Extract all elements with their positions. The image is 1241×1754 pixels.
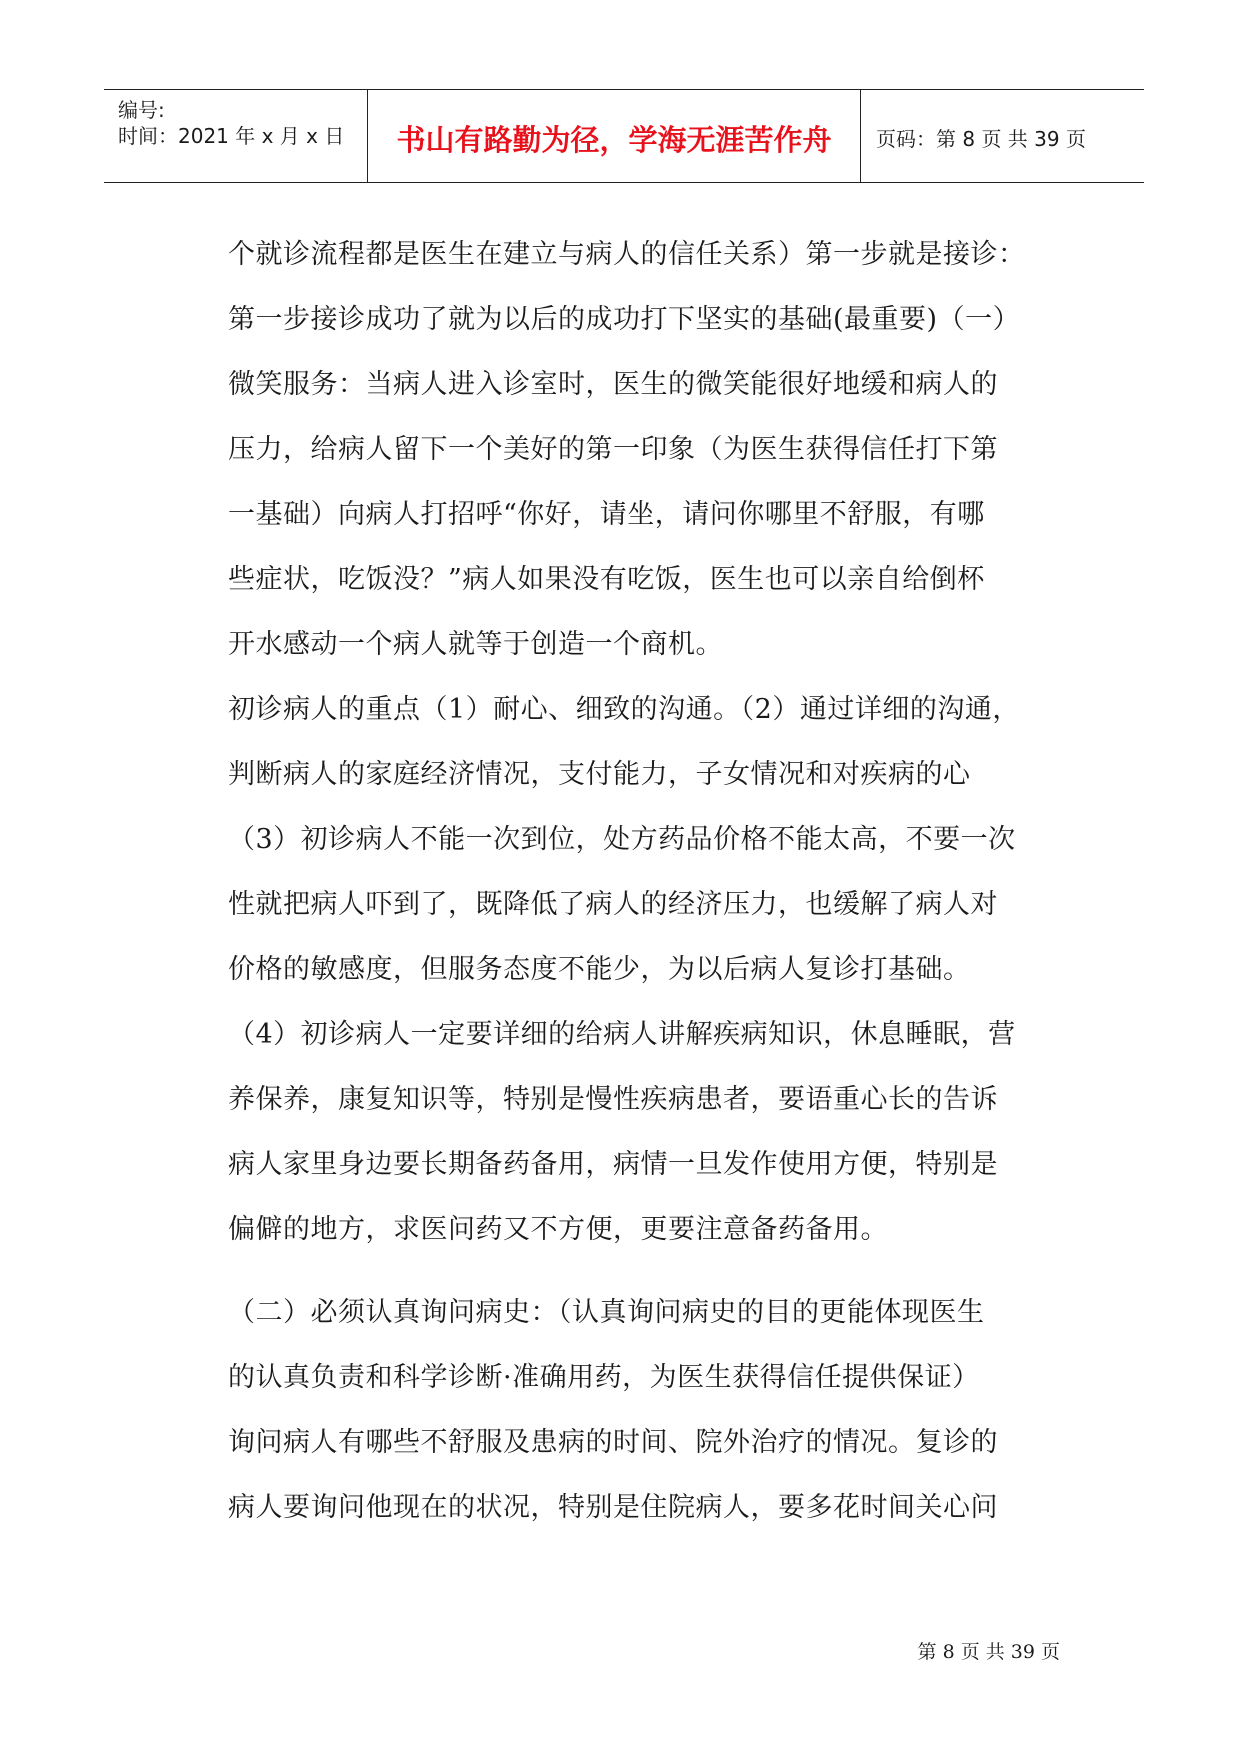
page-footer: 第 8 页 共 39 页	[917, 1641, 1060, 1663]
body-line: 病人要询问他现在的状况，特别是住院病人，要多花时间关心问	[228, 1492, 998, 1523]
page-header	[104, 89, 1144, 183]
body-line: 初诊病人的重点（1）耐心、细致的沟通。（2）通过详细的沟通，	[228, 694, 1020, 725]
body-line: 养保养，康复知识等，特别是慢性疾病患者，要语重心长的告诉	[228, 1084, 998, 1115]
document-number-label: 编号:	[118, 98, 165, 122]
header-page-code: 页码：第 8 页 共 39 页	[876, 127, 1086, 151]
body-line: 第一步接诊成功了就为以后的成功打下坚实的基础(最重要)（一）	[228, 304, 1021, 335]
body-line: 开水感动一个病人就等于创造一个商机。	[228, 629, 723, 660]
body-line: 偏僻的地方，求医问药又不方便，更要注意备药备用。	[228, 1214, 888, 1245]
document-body	[228, 222, 1108, 1540]
body-line: 病人家里身边要长期备药备用，病情一旦发作使用方便，特别是	[228, 1149, 998, 1180]
body-line: （二）必须认真询问病史：（认真询问病史的目的更能体现医生	[228, 1297, 985, 1328]
body-line: 价格的敏感度，但服务态度不能少，为以后病人复诊打基础。	[228, 954, 971, 985]
body-line: 一基础）向病人打招呼“你好，请坐，请问你哪里不舒服，有哪	[228, 499, 985, 530]
header-motto-cell	[368, 90, 861, 182]
header-page-cell	[861, 90, 1144, 182]
body-line: 判断病人的家庭经济情况，支付能力，子女情况和对疾病的心	[228, 759, 971, 790]
body-line: （3）初诊病人不能一次到位，处方药品价格不能太高，不要一次	[228, 824, 1016, 855]
body-line: 的认真负责和科学诊断·准确用药，为医生获得信任提供保证）	[228, 1362, 980, 1393]
body-line: 压力，给病人留下一个美好的第一印象（为医生获得信任打下第	[228, 434, 998, 465]
header-motto: 书山有路勤为径，学海无涯苦作舟	[396, 123, 832, 157]
body-line: 个就诊流程都是医生在建立与病人的信任关系）第一步就是接诊：	[228, 239, 1026, 270]
body-line: 些症状，吃饭没？”病人如果没有吃饭，医生也可以亲自给倒杯	[228, 564, 985, 595]
body-line: 性就把病人吓到了，既降低了病人的经济压力，也缓解了病人对	[228, 889, 998, 920]
body-line: 询问病人有哪些不舒服及患病的时间、院外治疗的情况。复诊的	[228, 1427, 998, 1458]
header-info-cell	[104, 90, 368, 182]
document-time-label: 时间：2021 年 x 月 x 日	[118, 124, 345, 148]
body-line: （4）初诊病人一定要详细的给病人讲解疾病知识，休息睡眠，营	[228, 1019, 1016, 1050]
body-line: 微笑服务：当病人进入诊室时，医生的微笑能很好地缓和病人的	[228, 369, 998, 400]
